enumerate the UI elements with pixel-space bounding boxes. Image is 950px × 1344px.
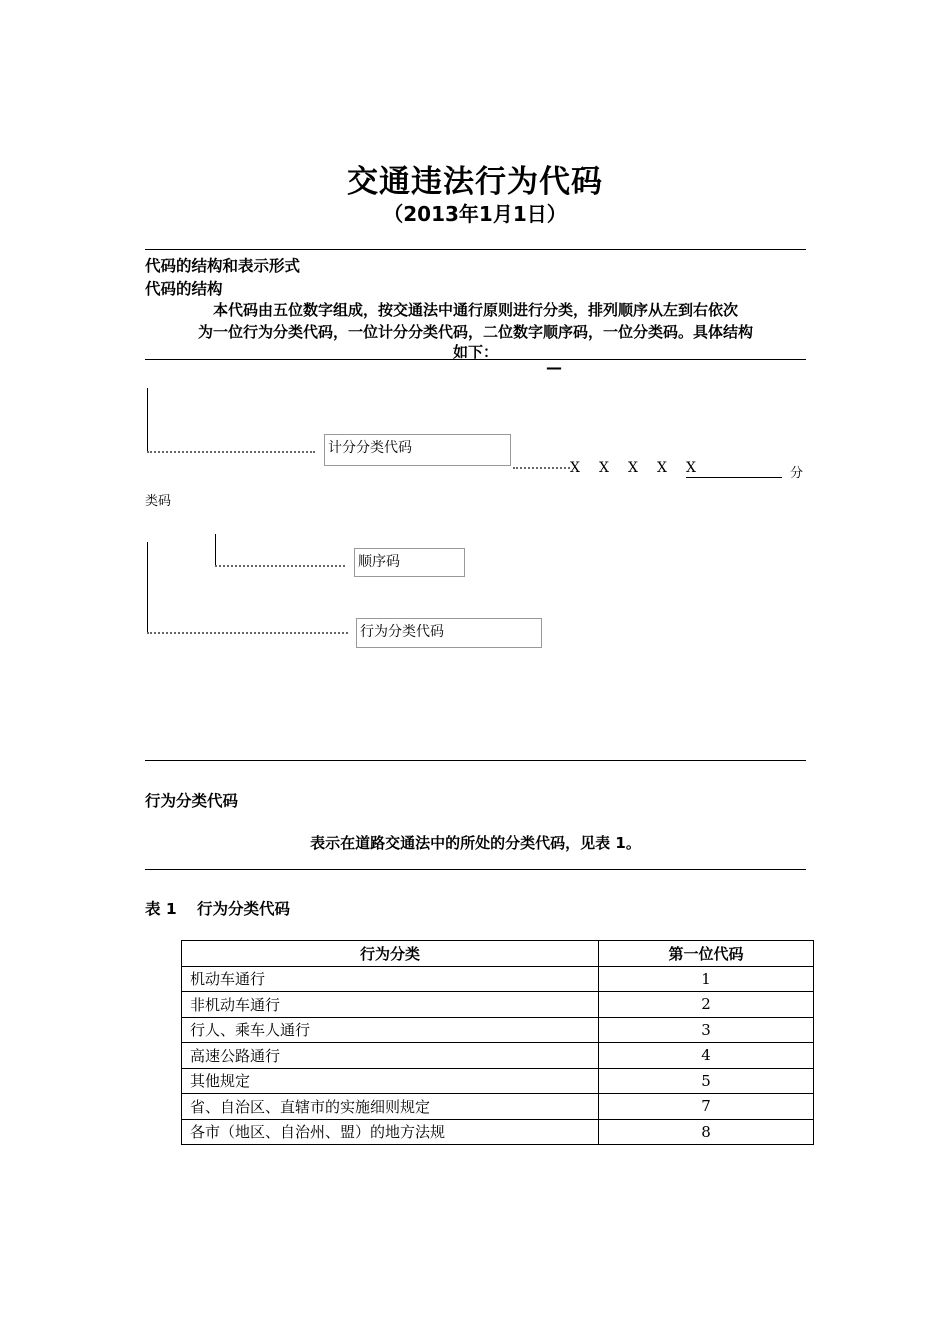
subsection-heading: 代码的结构: [145, 280, 223, 298]
category-cell: 其他规定: [182, 1068, 599, 1094]
connector-line: [147, 632, 348, 634]
score-category-box: 计分分类代码: [324, 434, 511, 466]
paragraph-line: 本代码由五位数字组成，按交通法中通行原则进行分类，排列顺序从左到右依次: [212, 301, 738, 319]
table-row: [182, 1068, 814, 1094]
bracket-line: [215, 534, 216, 566]
section-heading: 行为分类代码: [145, 792, 239, 810]
behavior-code-table: [181, 940, 814, 1145]
category-cell: 机动车通行: [182, 966, 599, 992]
table-row: [182, 1017, 814, 1043]
code-char: X: [599, 460, 609, 476]
table-row: [182, 966, 814, 992]
leimai-label: 类码: [145, 494, 172, 509]
category-cell: 行人、乘车人通行: [182, 1017, 599, 1043]
code-cell: 2: [599, 992, 814, 1018]
code-cell: 3: [599, 1017, 814, 1043]
code-cell: 5: [599, 1068, 814, 1094]
divider: [145, 869, 806, 870]
document-title: 交通违法行为代码: [347, 164, 603, 200]
section-heading: 代码的结构和表示形式: [145, 257, 301, 275]
code-underline: [686, 477, 782, 478]
code-char: X: [628, 460, 638, 476]
paragraph-line: 为一位行为分类代码，一位计分分类代码，二位数字顺序码，一位分类码。具体结构: [197, 323, 753, 341]
table-caption-number: 表 1: [145, 900, 177, 918]
divider: [145, 249, 806, 250]
connector-line: [147, 451, 315, 453]
table-header-row: [182, 941, 814, 967]
column-header: 第一位代码: [599, 941, 814, 967]
table-row: [182, 1043, 814, 1069]
bracket-line: [147, 388, 148, 452]
bracket-line: [147, 542, 148, 633]
category-cell: 各市（地区、自治州、盟）的地方法规: [182, 1119, 599, 1145]
dash-mark: —: [546, 358, 562, 377]
sequence-box: 顺序码: [354, 548, 465, 577]
category-cell: 省、自治区、直辖市的实施细则规定: [182, 1094, 599, 1120]
table-row: [182, 992, 814, 1018]
section-description: 表示在道路交通法中的所处的分类代码，见表 1。: [310, 834, 641, 852]
code-char: X: [657, 460, 667, 476]
paragraph-line: 如下：: [452, 343, 498, 361]
table-row: [182, 1094, 814, 1120]
code-char: X: [570, 460, 580, 476]
code-cell: 1: [599, 966, 814, 992]
behavior-category-box: 行为分类代码: [356, 618, 542, 648]
code-cell: 7: [599, 1094, 814, 1120]
divider: [145, 359, 806, 360]
table-row: [182, 1119, 814, 1145]
fen-label: 分: [790, 466, 804, 481]
table-caption-title: 行为分类代码: [197, 900, 291, 918]
divider: [145, 760, 806, 761]
category-cell: 非机动车通行: [182, 992, 599, 1018]
category-cell: 高速公路通行: [182, 1043, 599, 1069]
column-header: 行为分类: [182, 941, 599, 967]
code-cell: 8: [599, 1119, 814, 1145]
connector-line: [513, 467, 570, 469]
code-cell: 4: [599, 1043, 814, 1069]
document-date: （2013年1月1日）: [383, 202, 567, 226]
code-char: X: [686, 460, 696, 476]
connector-line: [215, 565, 345, 567]
